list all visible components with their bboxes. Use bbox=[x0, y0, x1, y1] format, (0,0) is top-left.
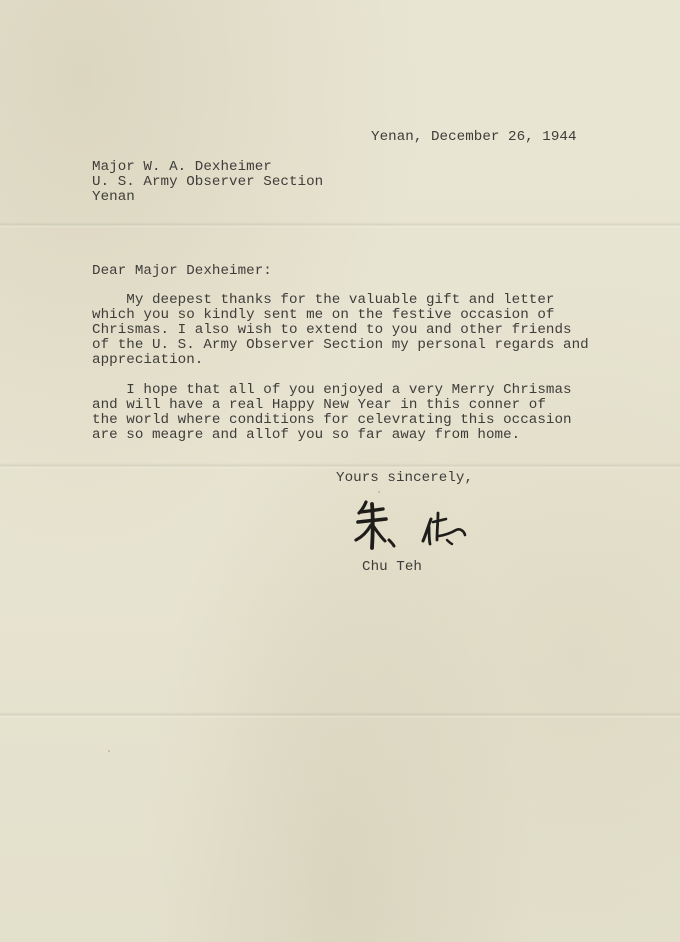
paper-fold-line bbox=[0, 463, 680, 469]
body-paragraph-1-line: of the U. S. Army Observer Section my personal regards and bbox=[92, 337, 589, 353]
body-paragraph-2-line: are so meagre and allof you so far away from home. bbox=[92, 427, 521, 443]
paper-speck bbox=[378, 491, 380, 493]
typed-signature-name: Chu Teh bbox=[362, 559, 422, 575]
recipient-name: Major W. A. Dexheimer bbox=[92, 159, 272, 175]
body-paragraph-1-line: My deepest thanks for the valuable gift and letter bbox=[92, 292, 555, 308]
body-paragraph-2-line: and will have a real Happy New Year in this conner of bbox=[92, 397, 546, 413]
recipient-organization: U. S. Army Observer Section bbox=[92, 174, 324, 190]
paper-fold-line bbox=[0, 712, 680, 718]
paper-speck bbox=[108, 750, 110, 752]
salutation: Dear Major Dexheimer: bbox=[92, 263, 272, 279]
paper-fold-line bbox=[0, 222, 680, 228]
letter-date: Yenan, December 26, 1944 bbox=[371, 129, 577, 145]
body-paragraph-2-line: I hope that all of you enjoyed a very Merry Chrismas bbox=[92, 382, 572, 398]
body-paragraph-1-line: which you so kindly sent me on the festive occasion of bbox=[92, 307, 555, 323]
handwritten-signature bbox=[352, 498, 474, 556]
recipient-location: Yenan bbox=[92, 189, 135, 205]
signature-ink bbox=[352, 498, 474, 556]
closing: Yours sincerely, bbox=[336, 470, 474, 486]
body-paragraph-2-line: the world where conditions for celevrating this occasion bbox=[92, 412, 572, 428]
body-paragraph-1-line: appreciation. bbox=[92, 352, 204, 368]
body-paragraph-1-line: Chrismas. I also wish to extend to you and other friends bbox=[92, 322, 572, 338]
